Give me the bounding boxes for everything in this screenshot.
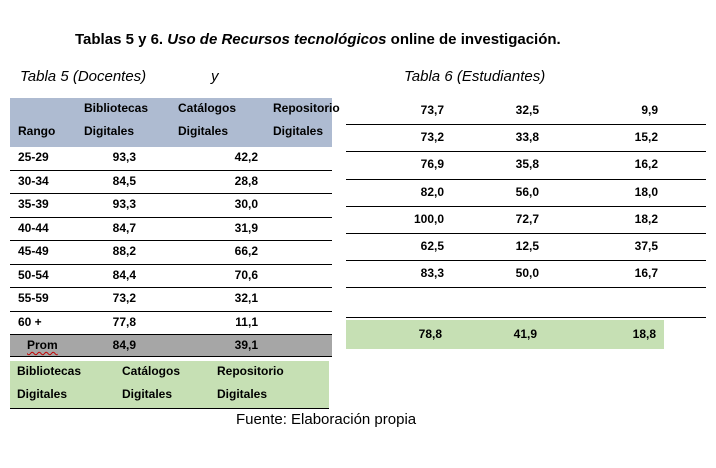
cell-cat: 70,6	[234, 267, 258, 282]
t5-footer-cat-line2: Digitales	[122, 387, 173, 401]
t5-footer-bib-line1: Bibliotecas	[17, 364, 82, 378]
cell-cat: 31,9	[234, 220, 258, 235]
cell-rep: 37,5	[634, 238, 658, 253]
cell-bib: 84,4	[112, 267, 136, 282]
prom-bib: 84,9	[112, 338, 136, 352]
cell-rango: 30-34	[18, 173, 49, 188]
cell-rango: 60 +	[18, 314, 42, 329]
table-row-empty	[346, 288, 706, 318]
table-row	[10, 241, 332, 265]
table-row	[346, 180, 706, 207]
cell-bib: 82,0	[420, 184, 444, 199]
cell-rango: 50-54	[18, 267, 49, 282]
cell-bib: 62,5	[420, 238, 444, 253]
cell-cat: 66,2	[234, 244, 258, 258]
table-row	[346, 152, 706, 179]
title-prefix: Tablas 5 y 6.	[75, 31, 168, 48]
table-row	[10, 147, 332, 171]
t5-header-cat-line2: Digitales	[178, 124, 229, 138]
table-row	[10, 171, 332, 195]
table-row	[10, 288, 332, 312]
table6	[346, 98, 706, 318]
cell-cat: 11,1	[235, 314, 258, 329]
caption-and: y	[211, 68, 219, 85]
cell-cat: 28,8	[234, 173, 258, 188]
caption-table6: Tabla 6 (Estudiantes)	[404, 68, 546, 85]
cell-cat: 30,0	[234, 197, 258, 211]
cell-cat: 56,0	[515, 184, 539, 199]
cell-rango: 55-59	[18, 291, 49, 305]
prom-bib: 78,8	[418, 327, 442, 341]
source-note: Fuente: Elaboración propia	[236, 411, 417, 428]
table5-header	[10, 98, 340, 147]
title-italic: Uso de Recursos tecnológicos	[167, 31, 387, 48]
table-row	[10, 218, 332, 242]
cell-bib: 73,2	[420, 130, 444, 145]
prom-label: Prom	[27, 338, 58, 352]
cell-bib: 73,7	[420, 103, 444, 117]
cell-rango: 40-44	[18, 220, 49, 235]
cell-rep: 16,2	[634, 157, 658, 172]
divider	[10, 408, 329, 409]
t5-header-rep-line1: Repositorio	[273, 101, 340, 115]
t5-footer-bib-line2: Digitales	[17, 387, 68, 401]
cell-rango: 35-39	[18, 197, 49, 211]
t5-header-rep-line2: Digitales	[273, 124, 324, 138]
table-row	[346, 98, 706, 125]
table-row	[10, 265, 332, 289]
cell-cat: 12,5	[515, 238, 539, 253]
table-row	[10, 194, 332, 218]
cell-cat: 33,8	[515, 130, 539, 145]
cell-bib: 76,9	[420, 157, 444, 172]
table-row	[346, 125, 706, 152]
t5-footer-rep-line2: Digitales	[217, 387, 268, 401]
cell-bib: 84,5	[112, 173, 136, 188]
t5-header-cat-line1: Catálogos	[178, 101, 237, 115]
cell-bib: 100,0	[413, 211, 444, 226]
t5-header-bib-line1: Bibliotecas	[84, 101, 149, 115]
prom-cat: 41,9	[513, 327, 537, 341]
cell-cat: 32,5	[515, 103, 539, 117]
cell-bib: 88,2	[112, 244, 136, 258]
prom-rep: 18,8	[632, 327, 656, 341]
table6-average-row	[346, 320, 664, 349]
table5-average-row	[10, 335, 332, 357]
cell-cat: 50,0	[515, 266, 539, 281]
cell-rep: 18,2	[634, 211, 658, 226]
table5	[10, 98, 340, 357]
cell-rep: 15,2	[634, 130, 658, 145]
t5-header-rango: Rango	[18, 124, 56, 138]
cell-rep: 18,0	[634, 184, 658, 199]
cell-rep: 9,9	[641, 103, 658, 117]
table-row	[346, 207, 706, 234]
table-row	[10, 312, 332, 336]
t5-header-bib-line2: Digitales	[84, 124, 135, 138]
prom-cat: 39,1	[234, 338, 258, 352]
cell-cat: 72,7	[515, 211, 539, 226]
title-suffix: online de investigación.	[386, 31, 561, 48]
t5-footer-cat-line1: Catálogos	[122, 364, 181, 378]
cell-bib: 84,7	[112, 220, 136, 235]
page-title	[75, 31, 561, 48]
cell-bib: 83,3	[420, 266, 444, 281]
cell-rango: 25-29	[18, 150, 49, 164]
cell-cat: 32,1	[234, 291, 258, 305]
table-row	[346, 234, 706, 261]
cell-cat: 35,8	[515, 157, 539, 172]
cell-bib: 93,3	[112, 197, 136, 211]
table5-footer-header	[10, 361, 329, 409]
cell-cat: 42,2	[234, 150, 258, 164]
cell-bib: 77,8	[112, 314, 136, 329]
cell-bib: 93,3	[112, 150, 136, 164]
caption-table5: Tabla 5 (Docentes)	[20, 68, 147, 85]
cell-bib: 73,2	[112, 291, 136, 305]
table-row	[346, 261, 706, 288]
t5-footer-rep-line1: Repositorio	[217, 364, 284, 378]
cell-rango: 45-49	[18, 244, 49, 258]
cell-rep: 16,7	[634, 266, 658, 281]
